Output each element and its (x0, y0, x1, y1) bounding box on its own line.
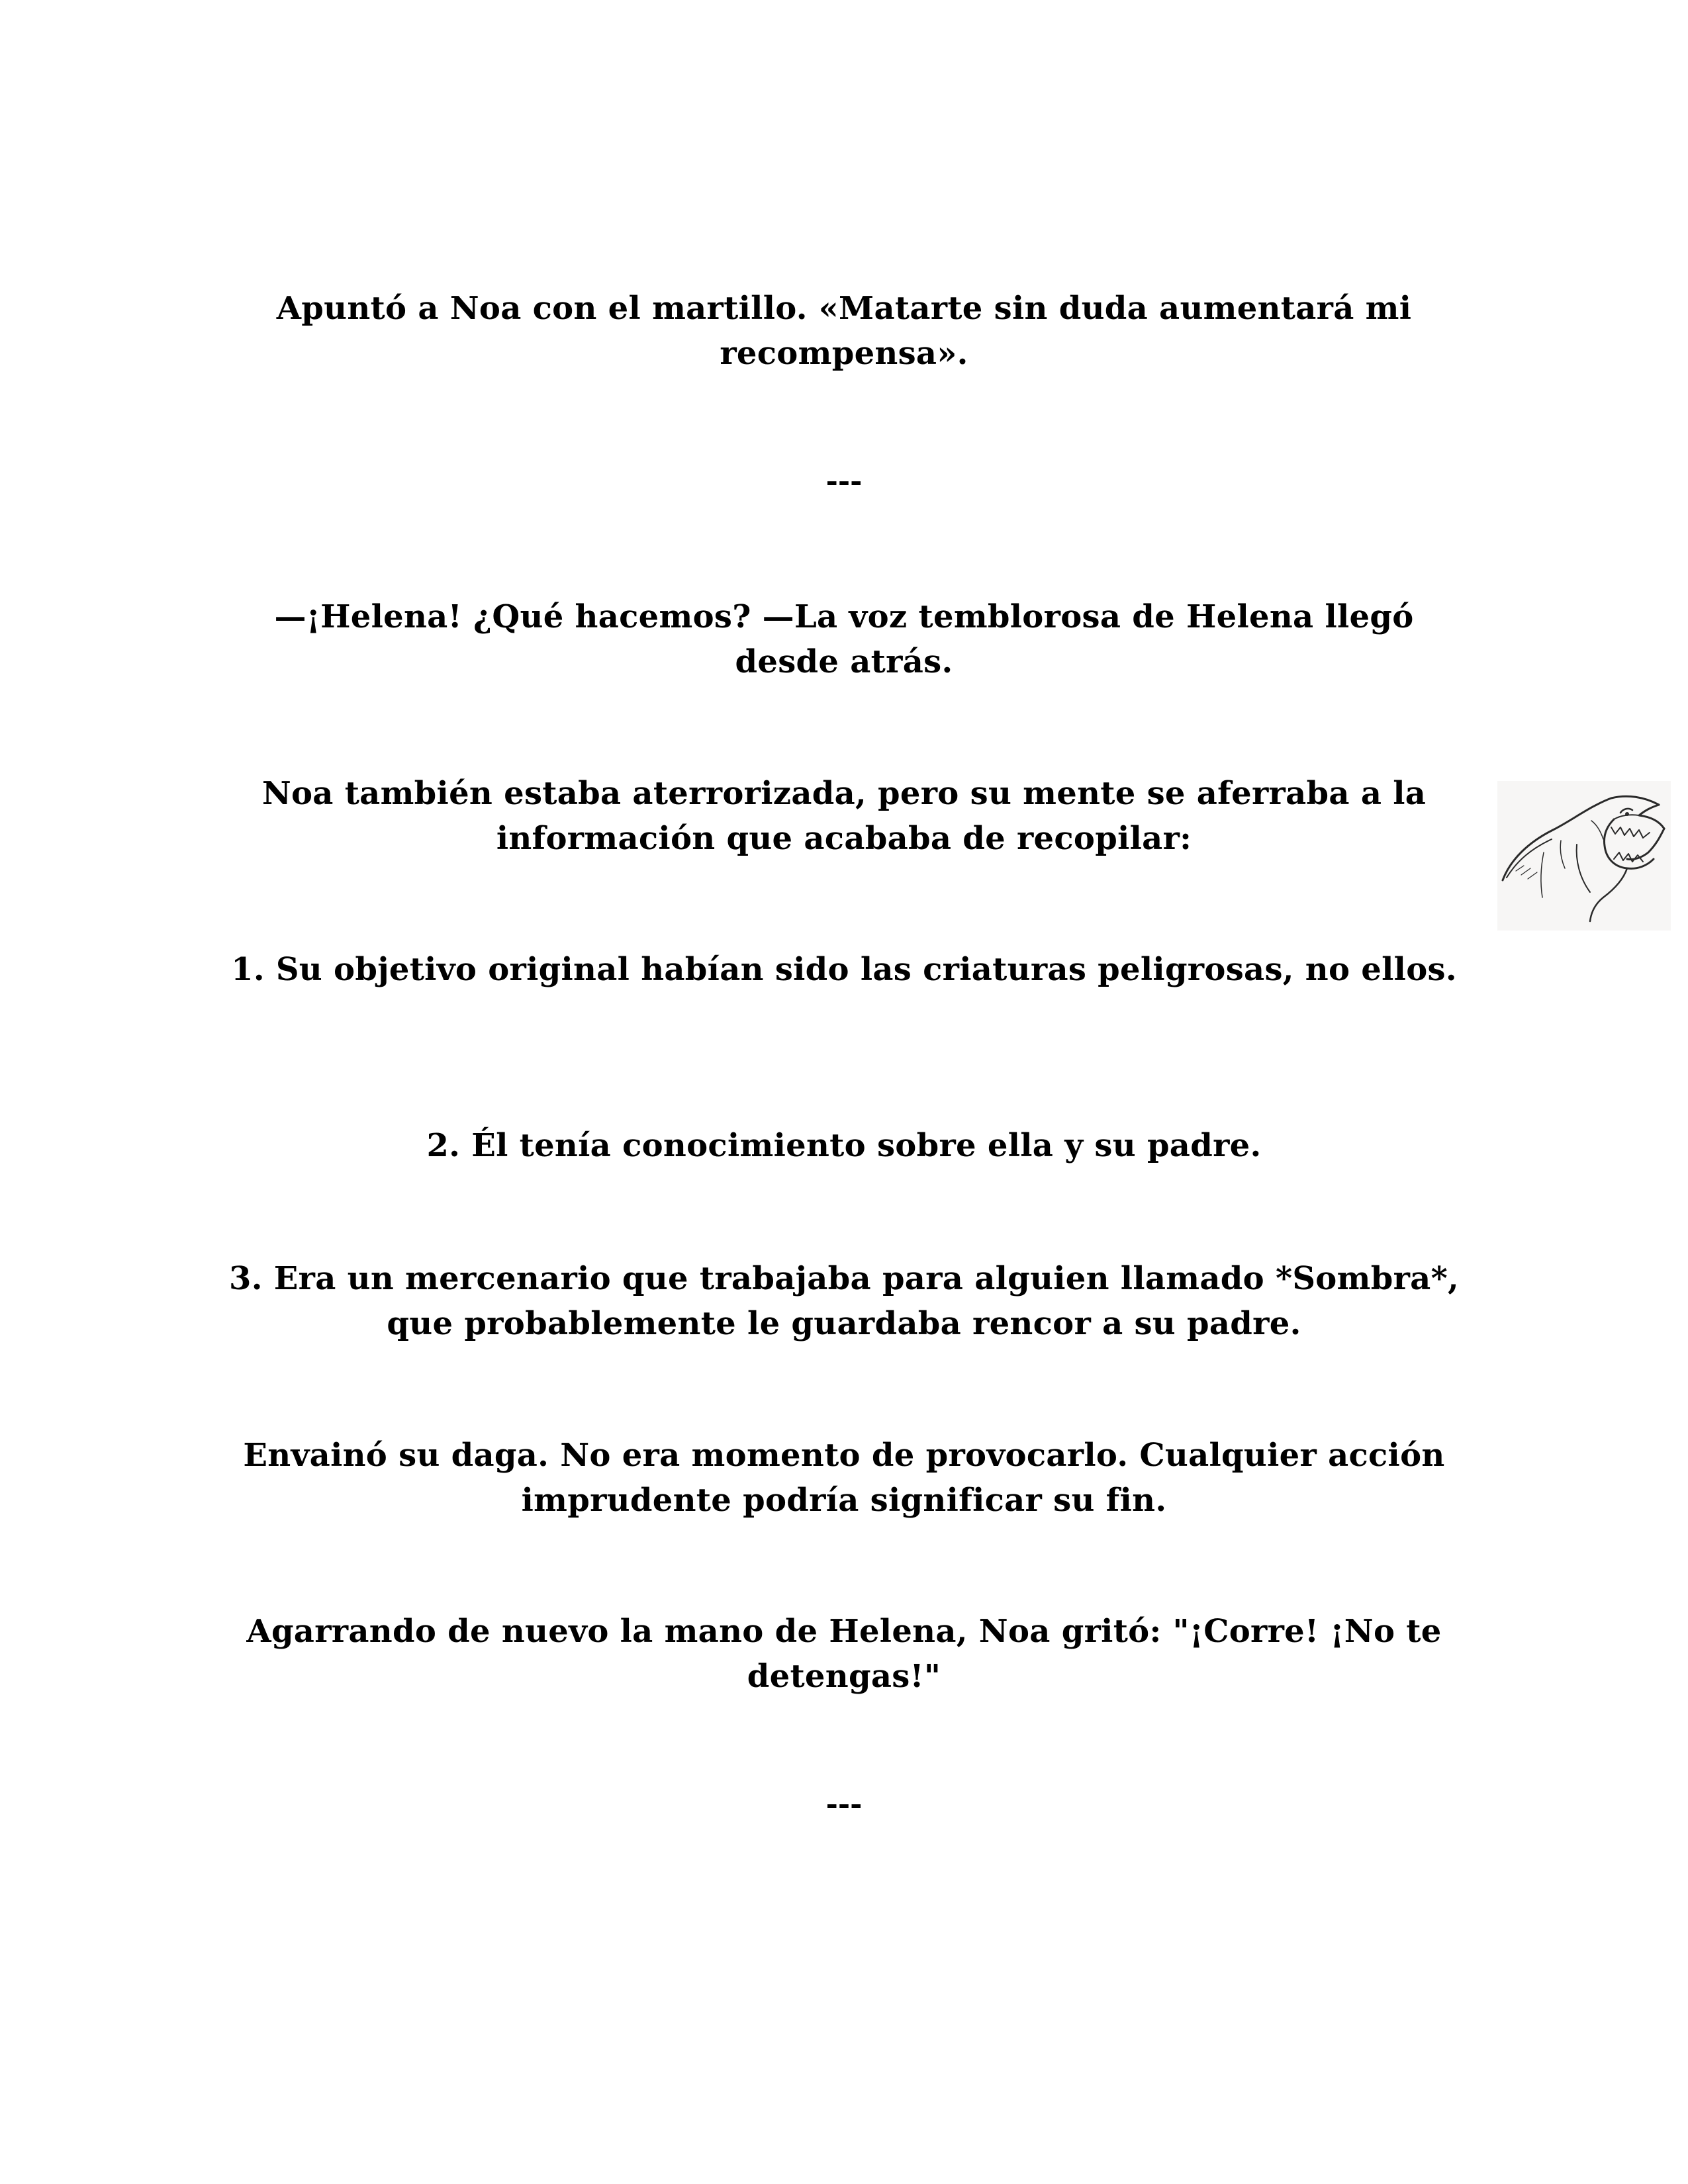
paragraph-3: Noa también estaba aterrorizada, pero su mente se aferraba a la información que acababa de recopilar: (261, 775, 1427, 857)
paragraph-1: Apuntó a Noa con el martillo. «Matarte sin duda aumentará mi recompensa». (276, 290, 1412, 372)
paragraph-2: —¡Helena! ¿Qué hacemos? —La voz temblorosa de Helena llegó desde atrás. (274, 598, 1414, 680)
paragraph-6: 3. Era un mercenario que trabajaba para alguien llamado *Sombra*, que probablemente le guardaba rencor a su padre. (229, 1260, 1459, 1342)
paragraph-5: 2. Él tenía conocimiento sobre ella y su padre. (426, 1127, 1262, 1164)
paragraph-8: Agarrando de nuevo la mano de Helena, Noa gritó: "¡Corre! ¡No te detengas!" (246, 1613, 1442, 1695)
section-separator-2: --- (825, 1788, 863, 1821)
dinosaur-head-sketch-icon (1497, 781, 1671, 931)
section-separator-1: --- (825, 465, 863, 498)
paragraph-7: Envainó su daga. No era momento de provocarlo. Cualquier acción imprudente podría significar su fin. (243, 1437, 1445, 1519)
paragraph-4: 1. Su objetivo original habían sido las criaturas peligrosas, no ellos. (231, 951, 1457, 988)
